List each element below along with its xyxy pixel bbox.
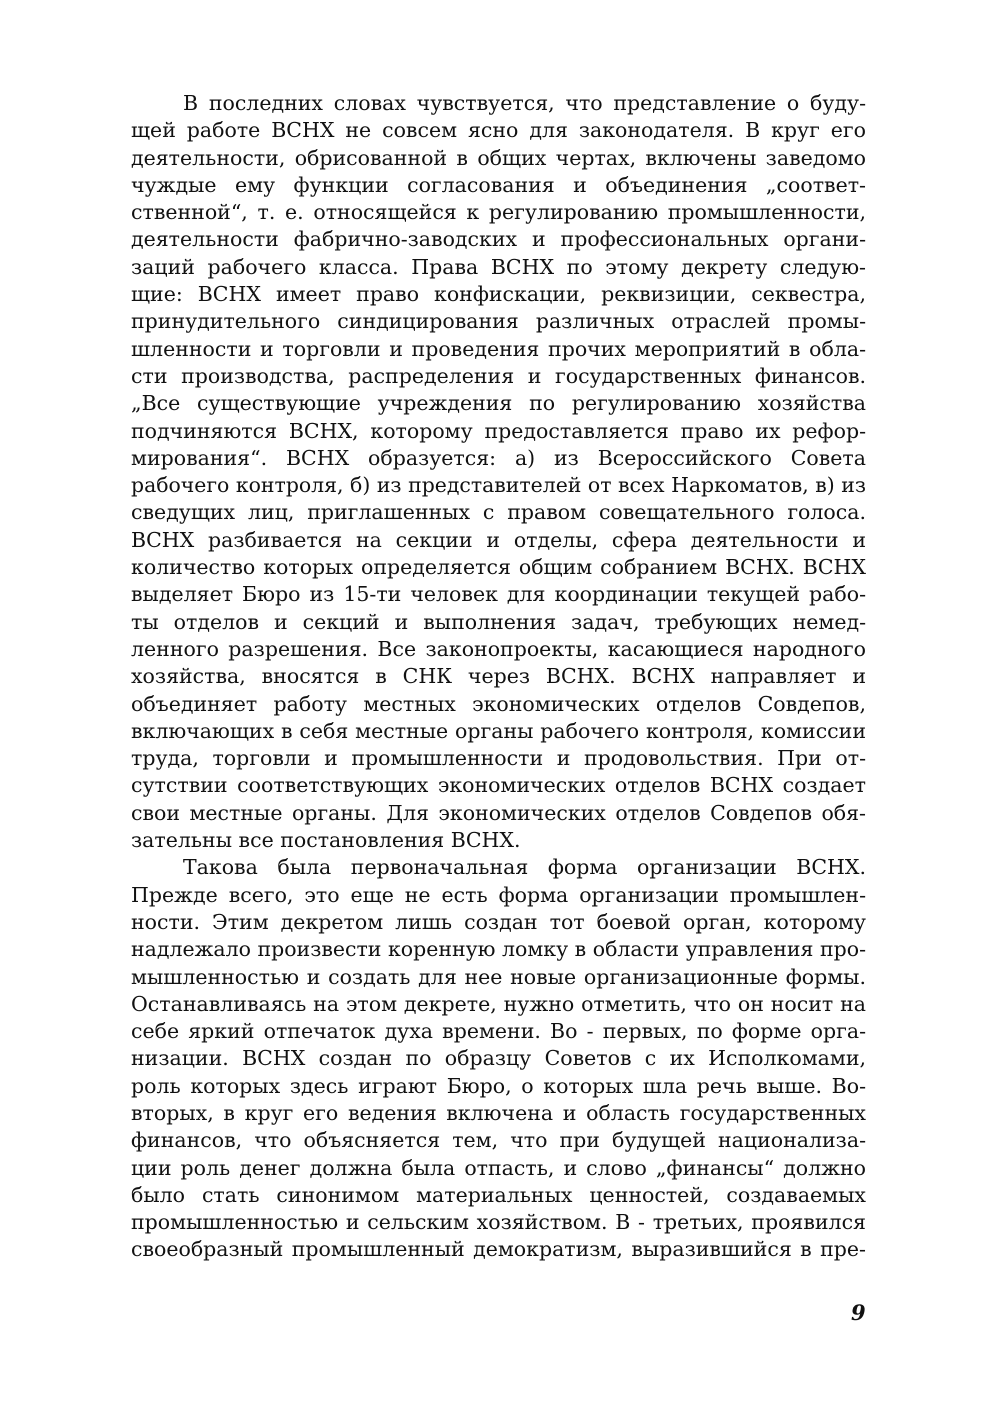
text-line: заций рабочего класса. Права ВСНХ по этому декрету следую-	[131, 254, 866, 279]
text-line: хозяйства, вносятся в СНК через ВСНХ. ВСНХ направляет и	[131, 664, 866, 689]
text-line: промышленностью и сельским хозяйством. В - третьих, проявился	[131, 1210, 866, 1235]
text-line: рабочего контроля, б) из представителей от всех Наркоматов, в) из	[131, 473, 866, 498]
text-line: ленного разрешения. Все законопроекты, касающиеся народного	[131, 636, 866, 661]
text-line: количество которых определяется общим собранием ВСНХ. ВСНХ	[131, 555, 866, 580]
text-line: „Все существующие учреждения по регулированию хозяйства	[131, 391, 866, 416]
text-line: себе яркий отпечаток духа времени. Во - первых, по форме орга-	[131, 1019, 866, 1044]
text-line: труда, торговли и промышленности и продовольствия. При от-	[131, 746, 866, 771]
text-line: принудительного синдицирования различных отраслей промы-	[131, 309, 866, 334]
text-line: чуждые ему функции согласования и объединения „соответ-	[131, 172, 866, 197]
page-number: 9	[851, 1300, 866, 1325]
text-line: Такова была первоначальная форма организации ВСНХ.	[183, 855, 866, 880]
text-line: было стать синонимом материальных ценностей, создаваемых	[131, 1182, 866, 1207]
text-line: мышленностью и создать для нее новые организационные формы.	[131, 964, 866, 989]
text-line: ВСНХ разбивается на секции и отделы, сфера деятельности и	[131, 527, 866, 552]
text-line: Останавливаясь на этом декрете, нужно отметить, что он носит на	[131, 991, 866, 1016]
paragraph-1	[131, 90, 866, 854]
text-line: вторых, в круг его ведения включена и область государственных	[131, 1100, 866, 1125]
text-line: сведущих лиц, приглашенных с правом совещательного голоса.	[131, 500, 866, 525]
text-line: щие: ВСНХ имеет право конфискации, реквизиции, секвестра,	[131, 282, 866, 307]
text-line: ственной“, т. е. относящейся к регулированию промышленности,	[131, 200, 866, 225]
text-line: В последних словах чувствуется, что представление о буду-	[183, 91, 866, 115]
text-line: подчиняются ВСНХ, которому предоставляется право их рефор-	[131, 418, 866, 443]
text-line: Прежде всего, это еще не есть форма организации промышлен-	[131, 882, 866, 907]
text-line: деятельности фабрично-заводских и профессиональных органи-	[131, 227, 866, 252]
text-line: щей работе ВСНХ не совсем ясно для законодателя. В круг его	[131, 118, 866, 143]
text-line: зательны все постановления ВСНХ.	[131, 828, 521, 853]
text-line: низации. ВСНХ создан по образцу Советов с их Исполкомами,	[131, 1046, 866, 1071]
text-line: ности. Этим декретом лишь создан тот боевой орган, которому	[131, 909, 866, 934]
paragraph-2	[131, 854, 866, 1263]
text-line: деятельности, обрисованной в общих чертах, включены заведомо	[131, 145, 866, 170]
text-line: надлежало произвести коренную ломку в области управления про-	[131, 937, 866, 962]
text-line: ты отделов и секций и выполнения задач, требующих немед-	[131, 609, 866, 634]
text-line: выделяет Бюро из 15-ти человек для координации текущей рабо-	[131, 582, 866, 607]
text-line: объединяет работу местных экономических отделов Совдепов,	[131, 691, 866, 716]
text-line: шленности и торговли и проведения прочих мероприятий в обла-	[131, 336, 866, 361]
text-line: ции роль денег должна была отпасть, и слово „финансы“ должно	[131, 1155, 866, 1180]
text-line: свои местные органы. Для экономических отделов Совдепов обя-	[131, 800, 866, 825]
text-line: включающих в себя местные органы рабочего контроля, комиссии	[131, 718, 866, 743]
text-line: сти производства, распределения и государственных финансов.	[131, 363, 866, 388]
text-line: финансов, что объясняется тем, что при будущей национализа-	[131, 1128, 866, 1153]
text-line: сутствии соответствующих экономических отделов ВСНХ создает	[131, 773, 866, 798]
body-text	[131, 90, 866, 1264]
text-line: роль которых здесь играют Бюро, о которых шла речь выше. Во-	[131, 1073, 866, 1098]
text-line: мирования“. ВСНХ образуется: а) из Всероссийского Совета	[131, 445, 866, 470]
text-line: своеобразный промышленный демократизм, выразившийся в пре-	[131, 1237, 866, 1262]
